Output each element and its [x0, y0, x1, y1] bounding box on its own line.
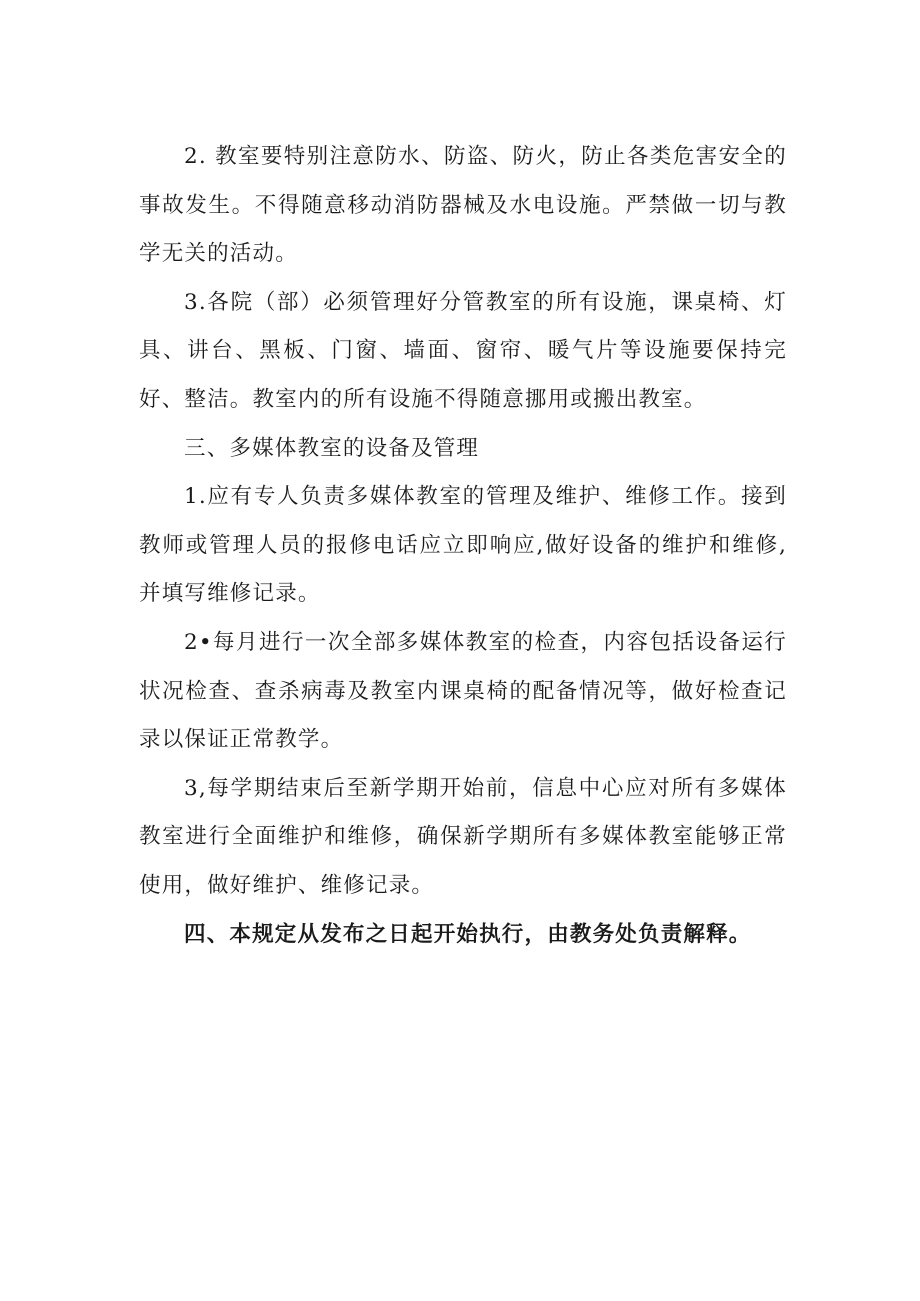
paragraph-semester-maintenance: 3,每学期结束后至新学期开始前，信息中心应对所有多媒体教室进行全面维护和维修，确保新学期所有多媒体教室能够正常使用，做好维护、维修记录。	[139, 775, 787, 898]
section-heading-multimedia: 三、多媒体教室的设备及管理	[184, 435, 480, 461]
document-body	[139, 133, 787, 959]
paragraph-monthly-inspection: 2•每月进行一次全部多媒体教室的检查，内容包括设备运行状况检查、查杀病毒及教室内课桌椅的配备情况等，做好检查记录以保证正常教学。	[139, 629, 787, 753]
section-heading-effective-date: 四、本规定从发布之日起开始执行，由教务处负责解释。	[184, 921, 752, 947]
paragraph-classroom-safety: 2. 教室要特别注意防水、防盗、防火，防止各类危害安全的事故发生。不得随意移动消防器械及水电设施。严禁做一切与教学无关的活动。	[139, 144, 787, 267]
paragraph-multimedia-maintenance: 1.应有专人负责多媒体教室的管理及维护、维修工作。接到教师或管理人员的报修电话应立即响应,做好设备的维护和维修,并填写维修记录。	[139, 484, 787, 607]
paragraph-facility-management: 3.各院（部）必须管理好分管教室的所有设施，课桌椅、灯具、讲台、黑板、门窗、墙面、窗帘、暖气片等设施要保持完好、整洁。教室内的所有设施不得随意挪用或搬出教室。	[139, 289, 787, 412]
